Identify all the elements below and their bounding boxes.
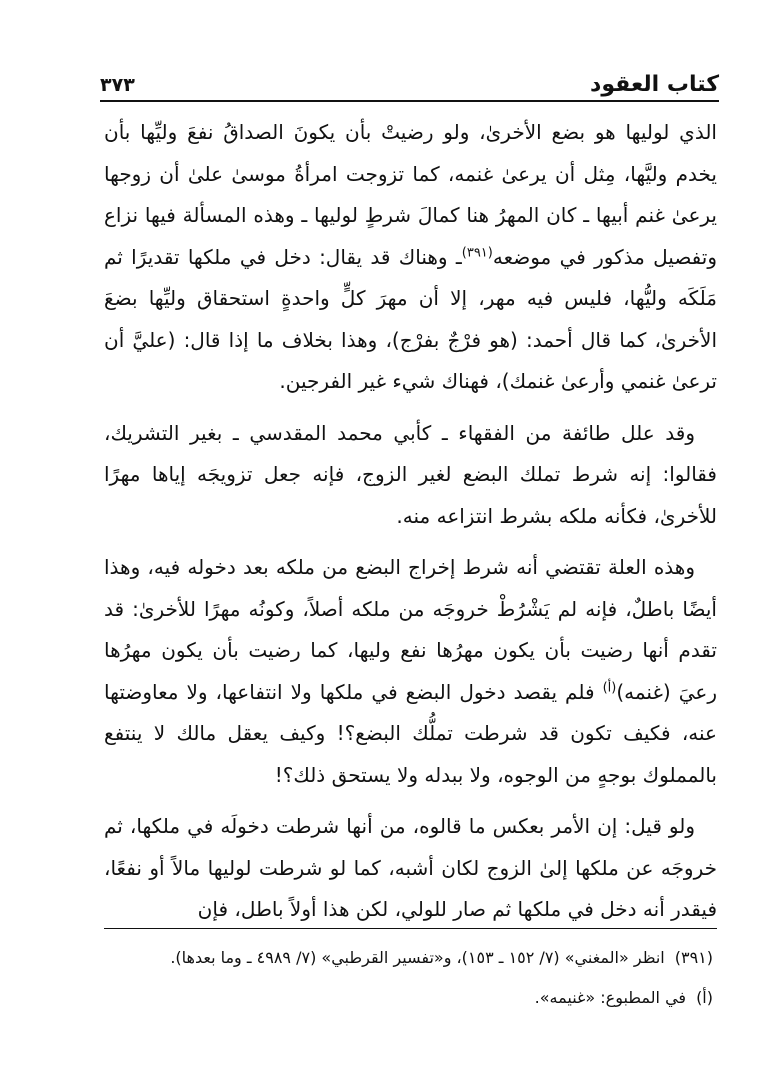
paragraph	[104, 413, 717, 538]
footnotes	[104, 938, 713, 1018]
header-rule	[100, 100, 719, 102]
footnote	[104, 938, 713, 978]
paragraph-text: ـ وهناك قد يقال: دخل في ملكها تقديرًا ثم مَلَكَه وليُّها، فليس فيه مهر، إلا أن مهرَ كلٍّ واحدةٍ استحقاق وليِّها بضعَ الأخرىٰ، كما قال أحمد: (هو فرْجٌ بفرْج)، وهذا بخلاف ما إذا قال: (عليَّ أن ترعىٰ غنمي وأرعىٰ غنمك)، فهناك شيء غير الفرجين.	[104, 244, 717, 393]
running-header	[100, 66, 719, 98]
paragraph-text: وقد علل طائفة من الفقهاء ـ كأبي محمد المقدسي ـ بغير التشريك، فقالوا: إنه شرط تملك البضع لغير الزوج، فإنه جعل تزويجَه إياها مهرًا للأخرىٰ، فكأنه ملكه بشرط انتزاعه منه.	[104, 420, 717, 528]
book-title: كتاب العقود	[590, 72, 719, 97]
paragraph	[104, 547, 717, 796]
footnote-marker: (أ)	[602, 679, 617, 695]
paragraph-text: ولو قيل: إن الأمر بعكس ما قالوه، من أنها شرطت دخولَه في ملكها، ثم خروجَه عن ملكها إلىٰ الزوج لكان أشبه، كما لو شرطت لوليها مالاً أو نفعًا، فيقدر أنه دخل في ملكها ثم صار للولي، لكن هذا أولاً باطل، فإن	[104, 814, 717, 921]
footnote-text: انظر «المغني» (٧/ ١٥٢ ـ ١٥٣)، و«تفسير القرطبي» (٧/ ٤٩٨٩ ـ وما بعدها).	[170, 948, 665, 967]
footnote-rule	[104, 928, 717, 929]
paragraph-text: الذي لوليها هو بضع الأخرىٰ، ولو رضيتْ بأن يكونَ الصداقُ نفعَ وليِّها بأن يخدم وليَّها، مِثل أن يرعىٰ غنمه، كما تزوجت امرأةُ موسىٰ علىٰ أن زوجها يرعىٰ غنم أبيها ـ كان المهرُ هنا كمالَ شرطٍ لوليها ـ وهذه المسألة فيها نزاع وتفصيل مذكور في موضعه	[104, 120, 717, 269]
paragraph-text: فلم يقصد دخول البضع في ملكها ولا انتفاعها، ولا معاوضتها عنه، فكيف تكون قد شرطت تملُّك البضع؟! وكيف يعقل مالك لا ينتفع بالمملوك بوجهٍ من الوجوه، ولا ببدله ولا يستحق ذلك؟!	[104, 679, 717, 787]
footnote-number: (أ)	[696, 988, 713, 1007]
footnote-marker: (٣٩١)	[461, 244, 493, 260]
page-number: ٣٧٣	[100, 74, 135, 96]
body-text	[104, 112, 717, 931]
footnote	[104, 978, 713, 1018]
footnote-number: (٣٩١)	[674, 948, 713, 967]
paragraph	[104, 806, 717, 931]
paragraph-text: وهذه العلة تقتضي أنه شرط إخراج البضع من ملكه بعد دخوله فيه، وهذا أيضًا باطلٌ، فإنه لم يَشْرُطْ خروجَه من ملكه أصلاً، وكونُه مهرًا للأخرىٰ: قد تقدم أنها رضيت بأن يكون مهرُها نفع وليها، كما رضيت بأن يكون مهرُها رعيَ (غنمه)	[104, 555, 717, 704]
paragraph	[104, 112, 717, 403]
footnote-text: في المطبوع: «غنيمه».	[534, 988, 687, 1007]
